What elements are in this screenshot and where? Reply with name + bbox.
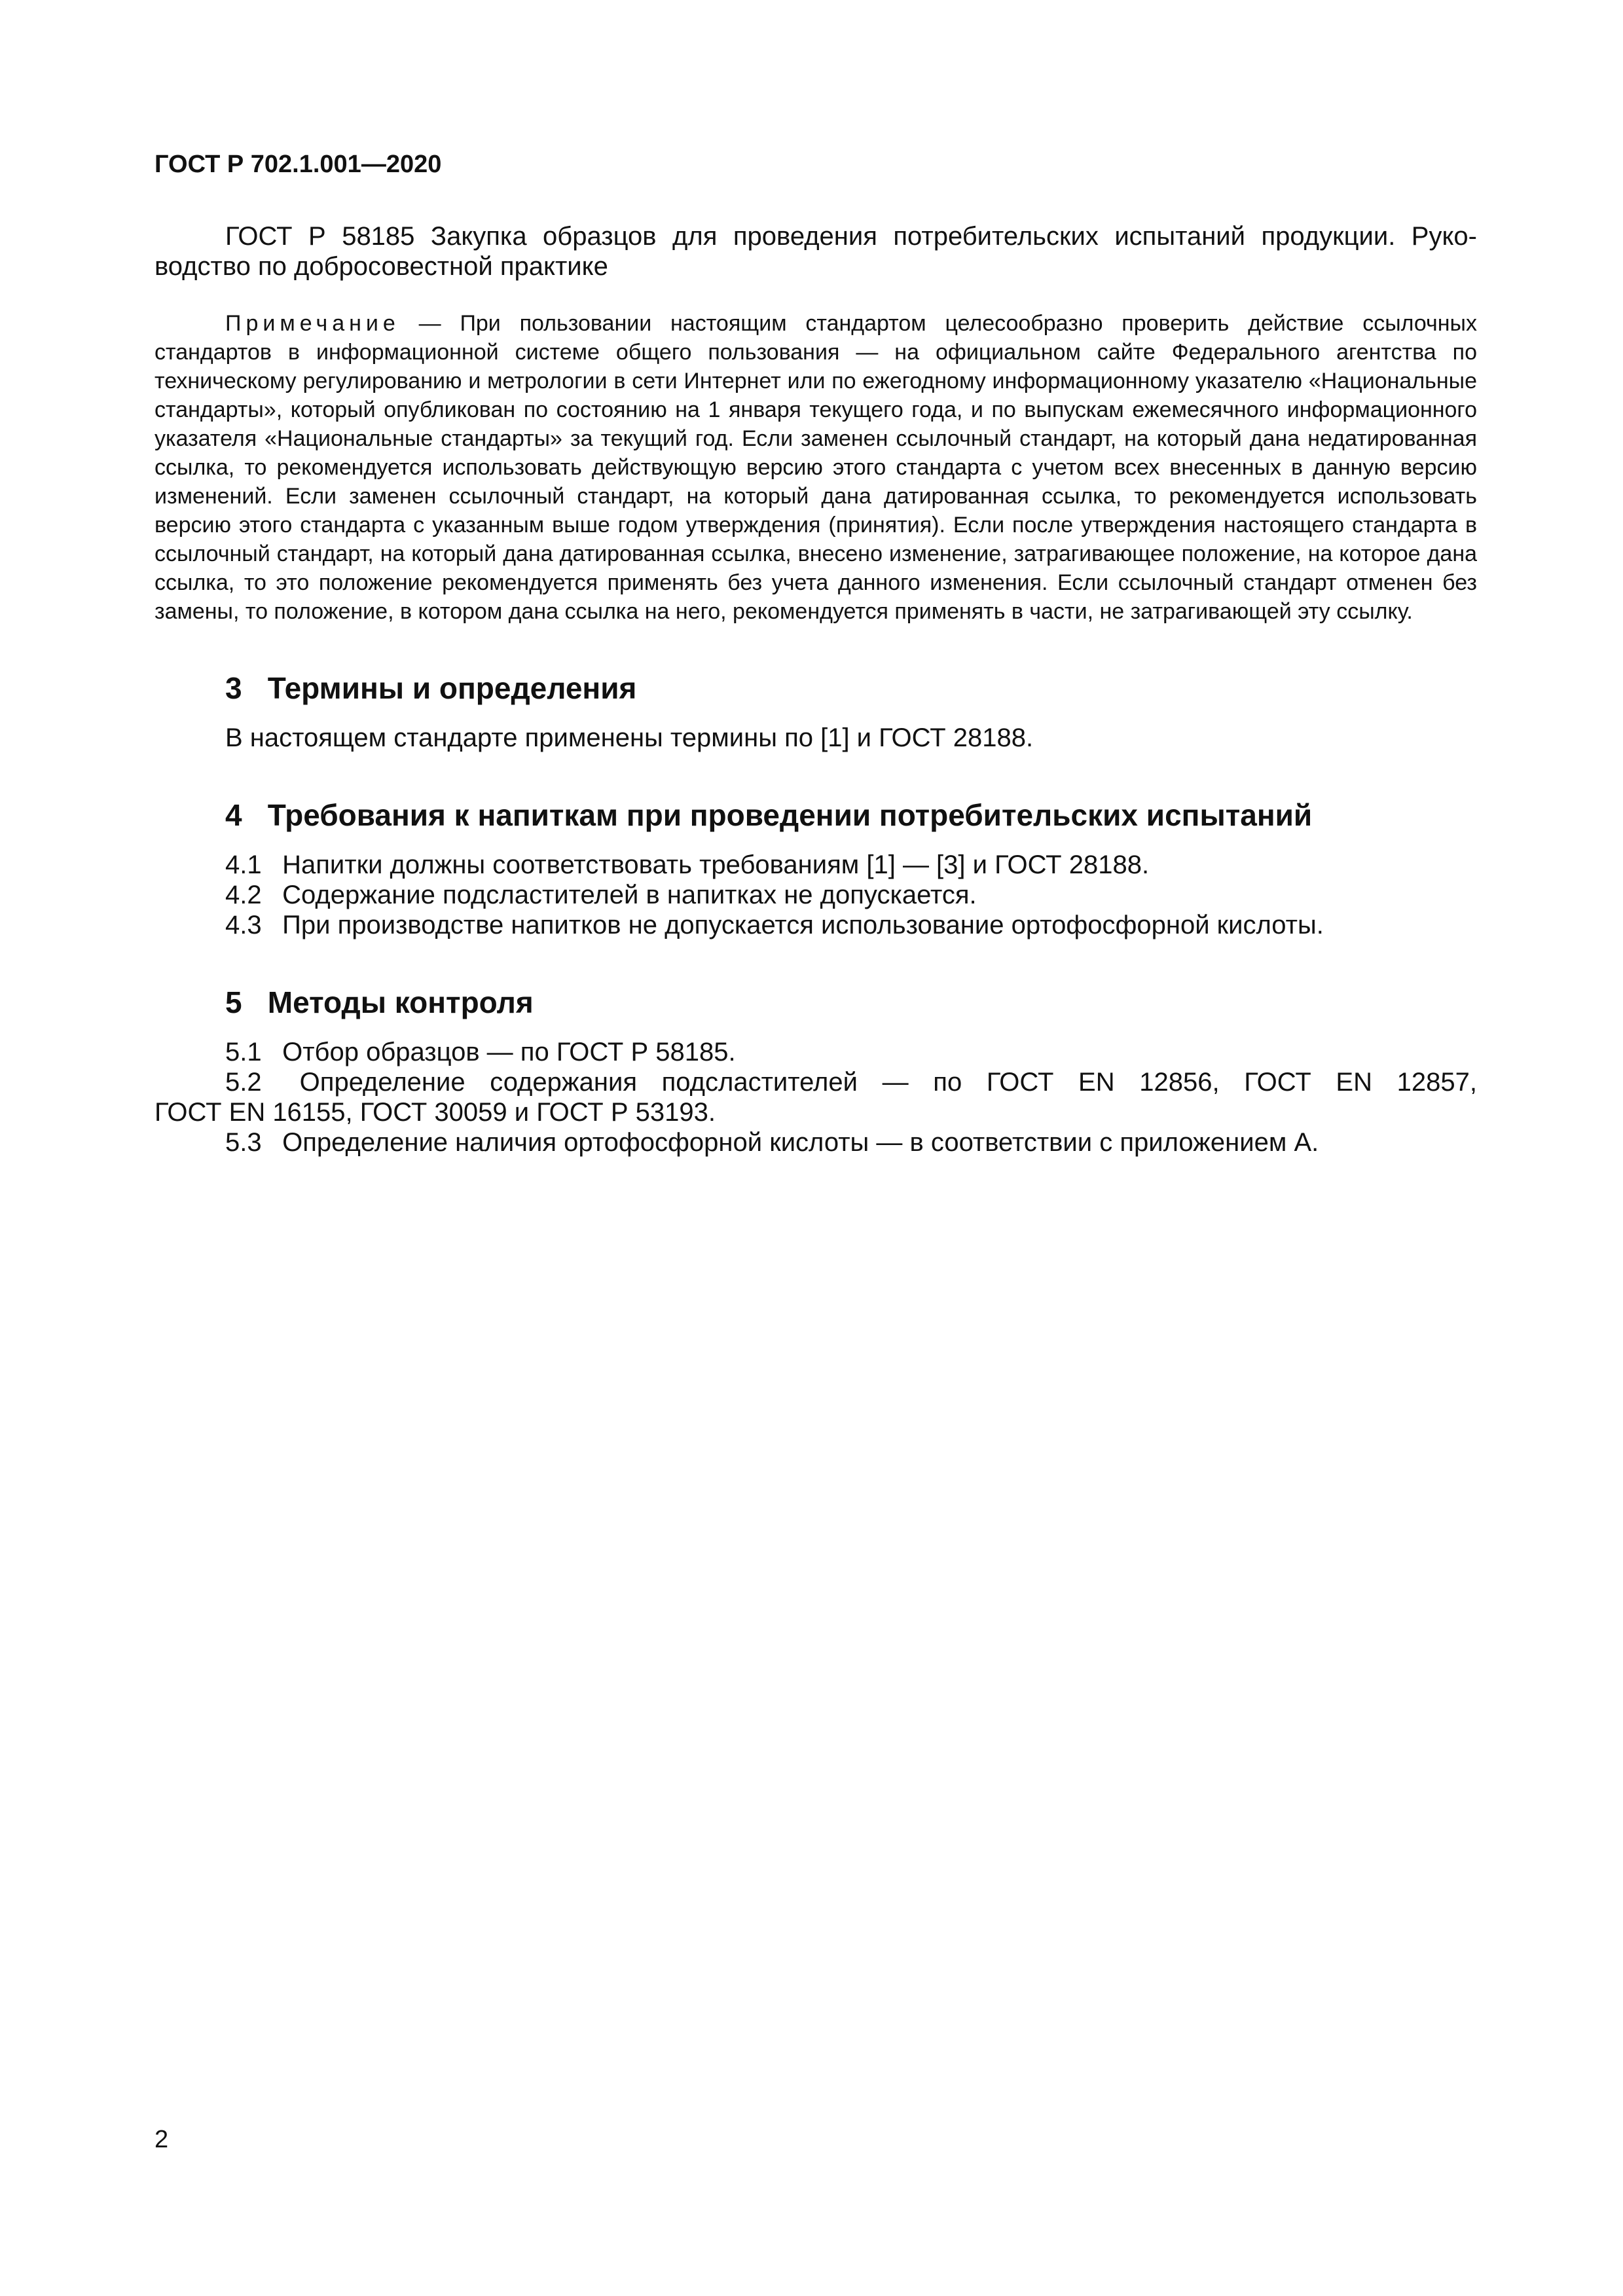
section-4: [155, 797, 1477, 940]
reference-line-2: водство по добросовестной практике: [155, 252, 608, 281]
item-text-line-1: Определение содержания подсластителей — по ГОСТ EN 12856, ГОСТ EN 12857,: [299, 1068, 1478, 1097]
item-line-2: ГОСТ EN 16155, ГОСТ 30059 и ГОСТ Р 53193.: [155, 1098, 716, 1127]
section-5-number: 5: [225, 985, 242, 1019]
section-3: [155, 670, 1477, 753]
list-item: [155, 1127, 1477, 1157]
item-number: 4.1: [225, 850, 262, 879]
list-item: [155, 1037, 1477, 1067]
list-item: [155, 910, 1477, 940]
item-number: 5.3: [225, 1128, 262, 1157]
section-5-title: [155, 985, 1477, 1020]
section-4-body: [155, 850, 1477, 940]
section-5-body: [155, 1037, 1477, 1157]
list-item: [155, 850, 1477, 880]
reference-entry: [155, 221, 1477, 282]
item-number: 4.2: [225, 881, 262, 909]
section-3-body: [155, 723, 1477, 753]
item-text: Определение наличия ортофосфорной кислоты — в соответствии с приложением А.: [282, 1128, 1319, 1157]
item-text: Напитки должны соответствовать требованиям [1] — [3] и ГОСТ 28188.: [282, 850, 1150, 879]
section-4-heading: Требования к напиткам при проведении потребительских испытаний: [267, 798, 1313, 832]
document-content: [155, 221, 1477, 1157]
section-3-number: 3: [225, 671, 242, 705]
item-number: 5.1: [225, 1038, 262, 1066]
item-number: 4.3: [225, 911, 262, 939]
section-4-title: [155, 797, 1477, 833]
item-text: При производстве напитков не допускается использование ортофосфорной кислоты.: [282, 911, 1324, 939]
section-3-title: [155, 670, 1477, 706]
section-5-heading: Методы контроля: [267, 985, 534, 1019]
section-4-number: 4: [225, 798, 242, 832]
document-header: ГОСТ Р 702.1.001—2020: [155, 151, 442, 178]
section-3-text: В настоящем стандарте применены термины по [1] и ГОСТ 28188.: [225, 723, 1034, 752]
page-number: 2: [155, 2126, 169, 2153]
list-item: [155, 880, 1477, 910]
item-text: Содержание подсластителей в напитках не допускается.: [282, 881, 977, 909]
section-3-heading: Термины и определения: [267, 671, 637, 705]
section-5: [155, 985, 1477, 1157]
note-paragraph: [155, 309, 1477, 626]
reference-line-1: ГОСТ Р 58185 Закупка образцов для проведения потребительских испытаний продукции. Руко-: [225, 222, 1477, 251]
note-text: — При пользовании настоящим стандартом целесообразно проверить действие ссылочных стандартов в информационной системе общего пользования — на официальном сайте Федерального агентства по техническому регулированию и метрологии в сети Интернет или по ежегодному информационному указателю «Национальные стандарты», который опубликован по состоянию на 1 января текущего года, и по выпускам ежемесячного информационного указателя «Национальные стандарты» за текущий год. Если заменен ссылочный стандарт, на который дана недатированная ссылка, то рекомендуется использовать действующую версию этого стандарта с учетом всех внесенных в данную версию изменений. Если заменен ссылочный стандарт, на который дана датированная ссылка, то рекомендуется использовать версию этого стандарта с указанным выше годом утверждения (принятия). Если после утверждения настоящего стандарта в ссылочный стандарт, на который дана датированная ссылка, внесено изменение, затрагивающее положение, на которое дана ссылка, то это положение рекомендуется применять без учета данного изменения. Если ссылочный стандарт отменен без замены, то положение, в котором дана ссылка на него, рекомендуется применять в части, не затрагивающей эту ссылку.: [155, 311, 1477, 624]
item-number: 5.2: [225, 1068, 262, 1097]
list-item: [155, 1067, 1477, 1127]
item-text: Отбор образцов — по ГОСТ Р 58185.: [282, 1038, 736, 1066]
item-line-1: [155, 1067, 1477, 1097]
note-label: Примечание: [225, 311, 400, 336]
